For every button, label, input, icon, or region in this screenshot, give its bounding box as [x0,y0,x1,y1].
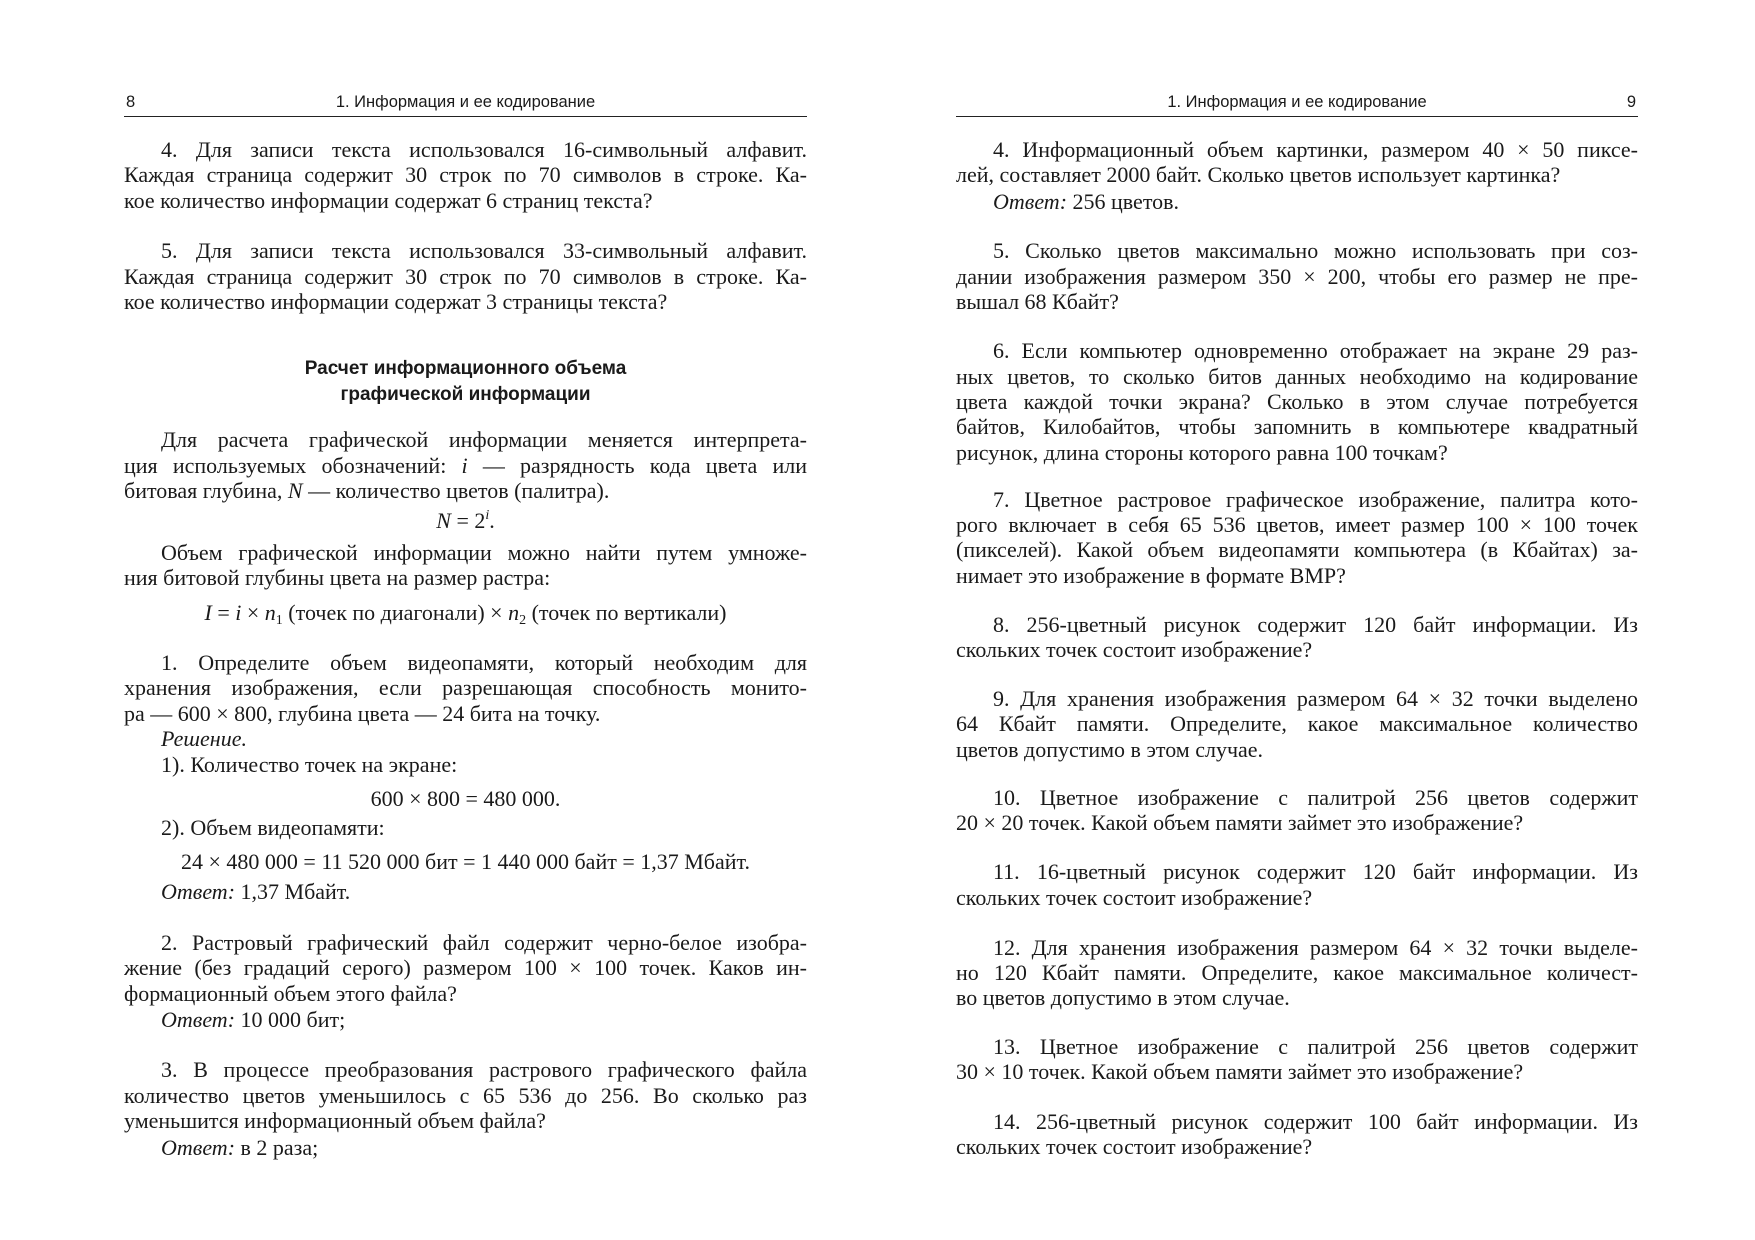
text-line [124,701,807,726]
italic-text: Ответ: [161,1006,236,1032]
paragraph [956,338,1638,464]
text-run: битовая глубина, [124,477,288,503]
text-line [956,785,1638,810]
text-run: 5. Сколько цветов максимально можно использовать при соз- [993,238,1638,264]
text-run: 12. Для хранения изображения размером 64 × 32 точки выделе- [993,934,1638,960]
text-run: 9. Для хранения изображения размером 64 × 32 точки выделено [993,685,1638,711]
text-line [956,810,1638,835]
text-line [124,238,807,263]
sup-script: i [485,508,490,524]
text-run: ция используемых обозначений: [124,452,462,478]
text-line [124,478,807,503]
text-run: 20 × 20 точек. Какой объем памяти займет это изображение? [956,810,1524,836]
text-line [956,364,1638,389]
text-line [124,815,807,840]
italic-text: N [436,508,451,534]
text-run: нимает это изображение в формате BMP? [956,562,1346,588]
text-run: скольких точек состоит изображение? [956,884,1313,910]
text-run: 2. Растровый графический файл содержит черно-белое изобра- [161,930,807,956]
text-line [956,389,1638,414]
text-run: скольких точек состоит изображение? [956,637,1313,663]
paragraph [124,137,807,213]
text-line [956,1134,1638,1159]
text-line [124,930,807,955]
text-line [124,427,807,452]
formula [124,600,807,629]
text-run: (точек по диагонали) × [282,600,509,626]
italic-text: n [264,600,276,626]
text-run: кое количество информации содержат 3 страницы текста? [124,288,668,314]
paragraph [124,930,807,1006]
running-head-title: 1. Информация и ее кодирование [335,93,596,111]
italic-text: I [204,600,212,626]
text-line [956,238,1638,263]
text-line [124,752,807,777]
text-run: 7. Цветное растровое графическое изображение, палитра кото- [993,486,1638,512]
text-line [124,879,807,904]
paragraph [956,1109,1638,1160]
text-run: 64 Кбайт памяти. Определите, какое максимальное количество [956,711,1638,737]
text-line [956,537,1638,562]
text-run: рого включает в себя 65 536 цветов, имеет размер 100 × 100 точек [956,512,1638,538]
text-run: скольких точек состоит изображение? [956,1134,1313,1160]
text-line [124,382,807,408]
italic-text: i [461,452,468,478]
text-run: дании изображения размером 350 × 200, чтобы его размер не пре- [956,263,1638,289]
italic-text: Ответ: [161,1134,236,1160]
text-line [956,338,1638,363]
page-number: 8 [126,93,136,111]
text-run: ния битовой глубины цвета на размер растра: [124,565,551,591]
text-run: 600 × 800 = 480 000. [370,786,561,812]
text-line [124,264,807,289]
text-line [124,650,807,675]
paragraph [956,612,1638,663]
text-run: 1). Количество точек на экране: [161,752,458,778]
text-run: 5. Для записи текста использовался 33-символьный алфавит. [161,238,807,264]
text-run: кое количество информации содержат 6 страниц текста? [124,187,653,213]
text-line [956,512,1638,537]
text-line [956,189,1638,214]
text-run: цветов допустимо в этом случае. [956,736,1264,762]
text-run: ных цветов, то сколько битов данных необходимо на кодирование [956,363,1638,389]
text-line [124,726,807,751]
text-run: рисунок, длина стороны которого равна 100 точкам? [956,439,1448,465]
text-run: уменьшится информационный объем файла? [124,1107,546,1133]
text-run: 4. Информационный объем картинки, размером 40 × 50 пиксе- [993,136,1638,162]
text-line [124,1083,807,1108]
text-line [956,289,1638,314]
text-line [124,786,807,811]
paragraph [124,427,807,503]
text-line [124,453,807,478]
text-line [956,711,1638,736]
text-line [956,440,1638,465]
text-run: 8. 256-цветный рисунок содержит 120 байт информации. Из [993,611,1638,637]
text-line [124,356,807,382]
text-run: Расчет информационного объема [304,358,627,380]
text-line [956,162,1638,187]
text-run: хранения изображения, если разрешающая способность монито- [124,675,807,701]
text-line [956,1034,1638,1059]
text-line [124,1057,807,1082]
paragraph [956,137,1638,188]
sub-script: 2 [519,613,527,629]
text-run: во цветов допустимо в этом случае. [956,985,1290,1011]
section-heading [124,356,807,408]
text-line [124,675,807,700]
text-run: но 120 Кбайт памяти. Определите, какое максимальное количест- [956,959,1638,985]
text-line [956,1059,1638,1084]
text-line [956,737,1638,762]
text-line [956,563,1638,588]
text-run: количество цветов уменьшилось с 65 536 до 256. Во сколько раз [124,1082,807,1108]
text-run: 4. Для записи текста использовался 16-символьный алфавит. [161,136,807,162]
text-line [956,960,1638,985]
text-line [956,1109,1638,1134]
text-run: формационный объем этого файла? [124,980,457,1006]
text-line [124,565,807,590]
running-header [956,92,1638,117]
text-line [124,1135,807,1160]
text-line [956,885,1638,910]
text-run: — разрядность кода цвета или [467,452,807,478]
paragraph [956,238,1638,314]
indented-line [124,752,807,777]
text-run: графической информации [340,384,591,406]
paragraph [124,650,807,726]
italic-text: Решение. [161,726,247,752]
text-line [956,414,1638,439]
text-run: (пикселей). Какой объем видеопамяти компьютера (в Кбайтах) за- [956,537,1638,563]
italic-text: Ответ: [993,188,1068,214]
text-run: 13. Цветное изображение с палитрой 256 цветов содержит [993,1033,1638,1059]
text-run: × [241,600,265,626]
text-line [124,162,807,187]
indented-line [956,189,1638,214]
italic-text: Ответ: [161,879,236,905]
text-run: (точек по вертикали) [526,600,727,626]
paragraph [124,540,807,591]
text-run: 10 000 бит; [235,1006,346,1032]
indented-line [124,1135,807,1160]
text-line [956,859,1638,884]
italic-text: N [287,477,303,503]
text-run: 1,37 Мбайт. [235,879,351,905]
text-run: Для расчета графической информации меняется интерпрета- [161,427,807,453]
text-run: 24 × 480 000 = 11 520 000 бит = 1 440 000 байт = 1,37 Мбайт. [181,849,750,875]
text-line [956,612,1638,637]
text-line [124,508,807,533]
text-line [956,935,1638,960]
text-run: . [489,508,495,534]
paragraph [956,686,1638,762]
indented-line [124,879,807,904]
text-run: байтов, Килобайтов, чтобы запомнить в компьютере квадратный [956,414,1638,440]
paragraph [956,1034,1638,1085]
running-header [124,92,807,117]
indented-line [124,815,807,840]
text-run: 30 × 10 точек. Какой объем памяти займет это изображение? [956,1058,1524,1084]
text-run: 14. 256-цветный рисунок содержит 100 байт информации. Из [993,1108,1638,1134]
paragraph [956,785,1638,836]
paragraph [124,1057,807,1133]
text-run: = [211,600,236,626]
text-line [124,1108,807,1133]
indented-line [124,1007,807,1032]
text-line [124,849,807,874]
right-page [956,0,1638,1240]
paragraph [956,487,1638,588]
text-run: цвета каждой точки экрана? Сколько в этом случае потребуется [956,388,1638,414]
paragraph [124,238,807,314]
text-run: 256 цветов. [1067,188,1180,214]
formula [124,508,807,533]
text-run: 6. Если компьютер одновременно отображает на экране 29 раз- [993,338,1638,364]
italic-text: n [508,600,520,626]
formula [124,849,807,874]
text-run: 2). Объем видеопамяти: [161,815,385,841]
text-line [124,1007,807,1032]
formula [124,786,807,811]
text-run: 1. Определите объем видеопамяти, который необходим для [161,649,807,675]
text-run: жение (без градаций серого) размером 100 × 100 точек. Каков ин- [124,955,807,981]
text-line [124,955,807,980]
italic-text: i [235,600,242,626]
text-line [124,289,807,314]
paragraph [956,935,1638,1011]
text-run: ра — 600 × 800, глубина цвета — 24 бита на точку. [124,700,601,726]
text-line [956,686,1638,711]
running-head-title: 1. Информация и ее кодирование [1167,93,1427,111]
text-run: в 2 раза; [235,1134,319,1160]
text-run: 10. Цветное изображение с палитрой 256 цветов содержит [993,784,1638,810]
text-line [124,188,807,213]
indented-line [124,726,807,751]
text-line [956,985,1638,1010]
text-run: Объем графической информации можно найти путем умноже- [161,539,807,565]
sub-script: 1 [275,613,283,629]
text-line [956,487,1638,512]
paragraph [956,859,1638,910]
text-run: 11. 16-цветный рисунок содержит 120 байт информации. Из [993,859,1638,885]
page-number: 9 [1626,93,1636,111]
text-run: Каждая страница содержит 30 строк по 70 символов в строке. Ка- [124,162,807,188]
text-line [124,600,807,629]
text-line [956,637,1638,662]
text-run: — количество цветов (палитра). [302,477,610,503]
text-run: Каждая страница содержит 30 строк по 70 символов в строке. Ка- [124,263,807,289]
text-line [124,137,807,162]
text-line [124,981,807,1006]
text-line [124,540,807,565]
text-line [956,264,1638,289]
left-page [124,0,807,1240]
text-run: = 2 [450,508,486,534]
text-run: вышал 68 Кбайт? [956,288,1119,314]
text-run: лей, составляет 2000 байт. Сколько цветов использует картинка? [956,162,1561,188]
text-line [956,137,1638,162]
text-run: 3. В процессе преобразования растрового графического файла [161,1057,807,1083]
